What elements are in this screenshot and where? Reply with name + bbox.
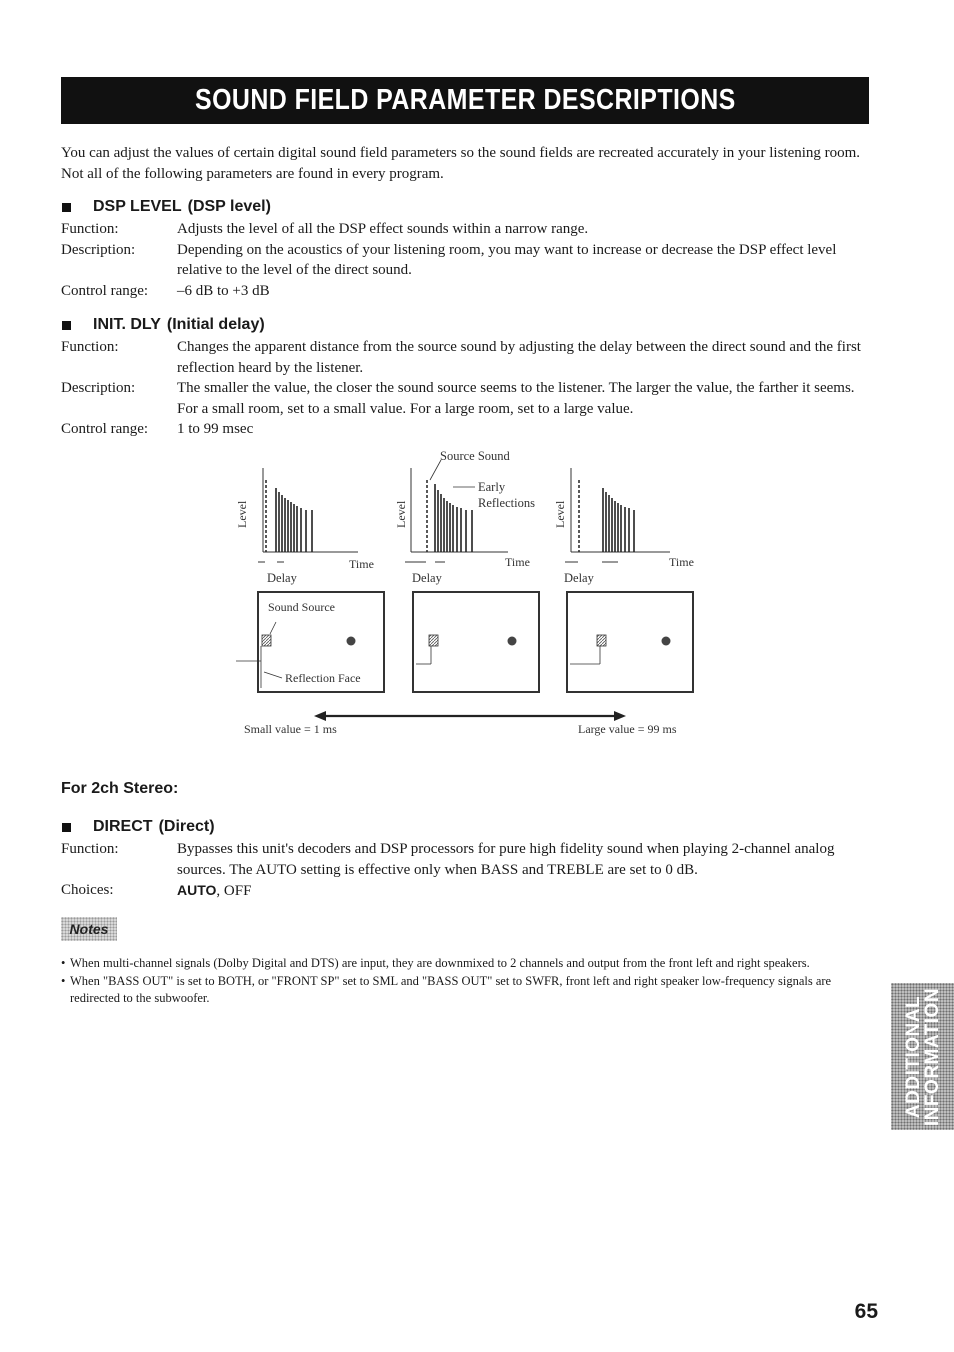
heading-abbr: DIRECT [93,818,153,835]
small-value-label: Small value = 1 ms [244,722,337,736]
initial-delay-diagram [230,440,710,740]
definition-row [61,839,871,880]
large-value-label: Large value = 99 ms [578,722,677,736]
desc-control-range: –6 dB to +3 dB [177,282,270,299]
term-function: Function: [61,841,119,857]
term-description: Description: [61,241,136,258]
source-sound-pointer [430,460,441,480]
room-outline [567,592,693,692]
direct-definition [61,839,871,902]
desc-control-range: 1 to 99 msec [177,421,254,437]
axis-label-time: Time [505,555,530,569]
heading-full: (Direct) [158,818,215,835]
bullet-square-icon [62,321,71,330]
heading-abbr: DSP LEVEL [93,198,182,215]
definition-row [61,378,871,419]
init-dly-definition [61,337,871,440]
page-number: 65 [854,1300,878,1323]
reflection-bars [276,488,312,552]
room-small [236,592,384,692]
impulse-graph-large [553,468,694,585]
section-side-tab [891,983,954,1130]
term-function: Function: [61,221,119,237]
desc-function: Changes the apparent distance from the source sound by adjusting the delay between the direct sound and the first reflection heard by the listener. [177,339,861,376]
section-banner [61,77,869,124]
bullet-square-icon [62,823,71,832]
axis-label-level: Level [235,500,249,528]
note-item: • When multi-channel signals (Dolby Digital and DTS) are input, they are downmixed to 2 channels and output from the front left and right speakers. [61,955,873,973]
desc-function: Adjusts the level of all the DSP effect sounds within a narrow range. [177,221,589,237]
page-title: SOUND FIELD PARAMETER DESCRIPTIONS [194,84,736,116]
axis-label-level: Level [553,500,567,528]
intro-paragraph: You can adjust the values of certain digital sound field parameters so the sound fields are recreated accurately in your listening room. Not all of the following parameters are found in every program. [61,145,861,182]
notes-badge: Notes [61,917,117,941]
term-control-range: Control range: [61,282,149,299]
arrow-left-icon [314,711,326,721]
notes-list [61,955,873,1008]
desc-choices [177,880,871,902]
reflection-face-label: Reflection Face [285,671,361,685]
sound-source-icon [429,635,438,646]
early-reflections-label: Early [478,480,506,494]
dsp-level-heading [61,197,271,217]
definition-row [61,880,871,902]
listener-icon [347,637,356,646]
direct-heading [61,817,215,837]
definition-row [61,337,871,378]
heading-abbr: INIT. DLY [93,316,161,333]
delay-label: Delay [412,571,442,585]
side-tab-line: ADDITIONAL [902,995,924,1118]
delay-label: Delay [564,571,594,585]
sound-source-label: Sound Source [268,600,335,614]
side-tab-line: INFORMATION [921,987,943,1126]
definition-row [61,219,871,240]
reflection-face-pointer [264,672,282,678]
desc-function: Bypasses this unit's decoders and DSP processors for pure high fidelity sound when playing 2-channel analog sources. The AUTO setting is effective only when BASS and TREBLE are set to 0 dB. [177,841,835,878]
sound-source-icon [597,635,606,646]
heading-full: (Initial delay) [166,316,265,333]
definition-row [61,281,871,302]
definition-row [61,240,871,281]
bullet-square-icon [62,203,71,212]
term-description: Description: [61,380,136,396]
listener-icon [662,637,671,646]
desc-description: Depending on the acoustics of your listening room, you may want to increase or decrease the DSP effect level relative to the level of the direct sound. [177,241,837,278]
impulse-graph-small [235,468,374,585]
impulse-graph-medium [394,449,535,585]
source-sound-label: Source Sound [440,449,510,463]
term-control-range: Control range: [61,421,149,437]
stereo-subheading: For 2ch Stereo: [61,780,179,797]
reflection-bars [435,484,472,552]
reflection-bars [603,488,634,552]
choice-auto: AUTO [177,882,217,898]
listener-icon [508,637,517,646]
definition-row [61,419,871,440]
early-reflections-label: Reflections [478,496,535,510]
heading-full: (DSP level) [187,198,271,215]
arrow-right-icon [614,711,626,721]
room-medium [413,592,539,692]
side-tab-text [904,987,942,1125]
note-item: • When "BASS OUT" is set to BOTH, or "FRONT SP" set to SML and "BASS OUT" set to SWFR, front left and right speaker low-frequency signals are redirected to the subwoofer. [61,973,873,1008]
desc-description: The smaller the value, the closer the sound source seems to the listener. The larger the value, the farther it seems. For a small room, set to a small value. For a large room, set to a large value. [177,380,855,417]
axis-label-time: Time [669,555,694,569]
delay-label: Delay [267,571,297,585]
dsp-level-definition [61,219,871,301]
sound-source-pointer [270,622,276,634]
choice-rest: , OFF [216,883,252,899]
term-function: Function: [61,339,119,355]
init-dly-heading [61,315,265,335]
axis-label-time: Time [349,557,374,571]
room-large [567,592,693,692]
value-scale [244,711,677,736]
sound-source-icon [262,635,271,646]
term-choices: Choices: [61,882,114,898]
axis-label-level: Level [394,500,408,528]
